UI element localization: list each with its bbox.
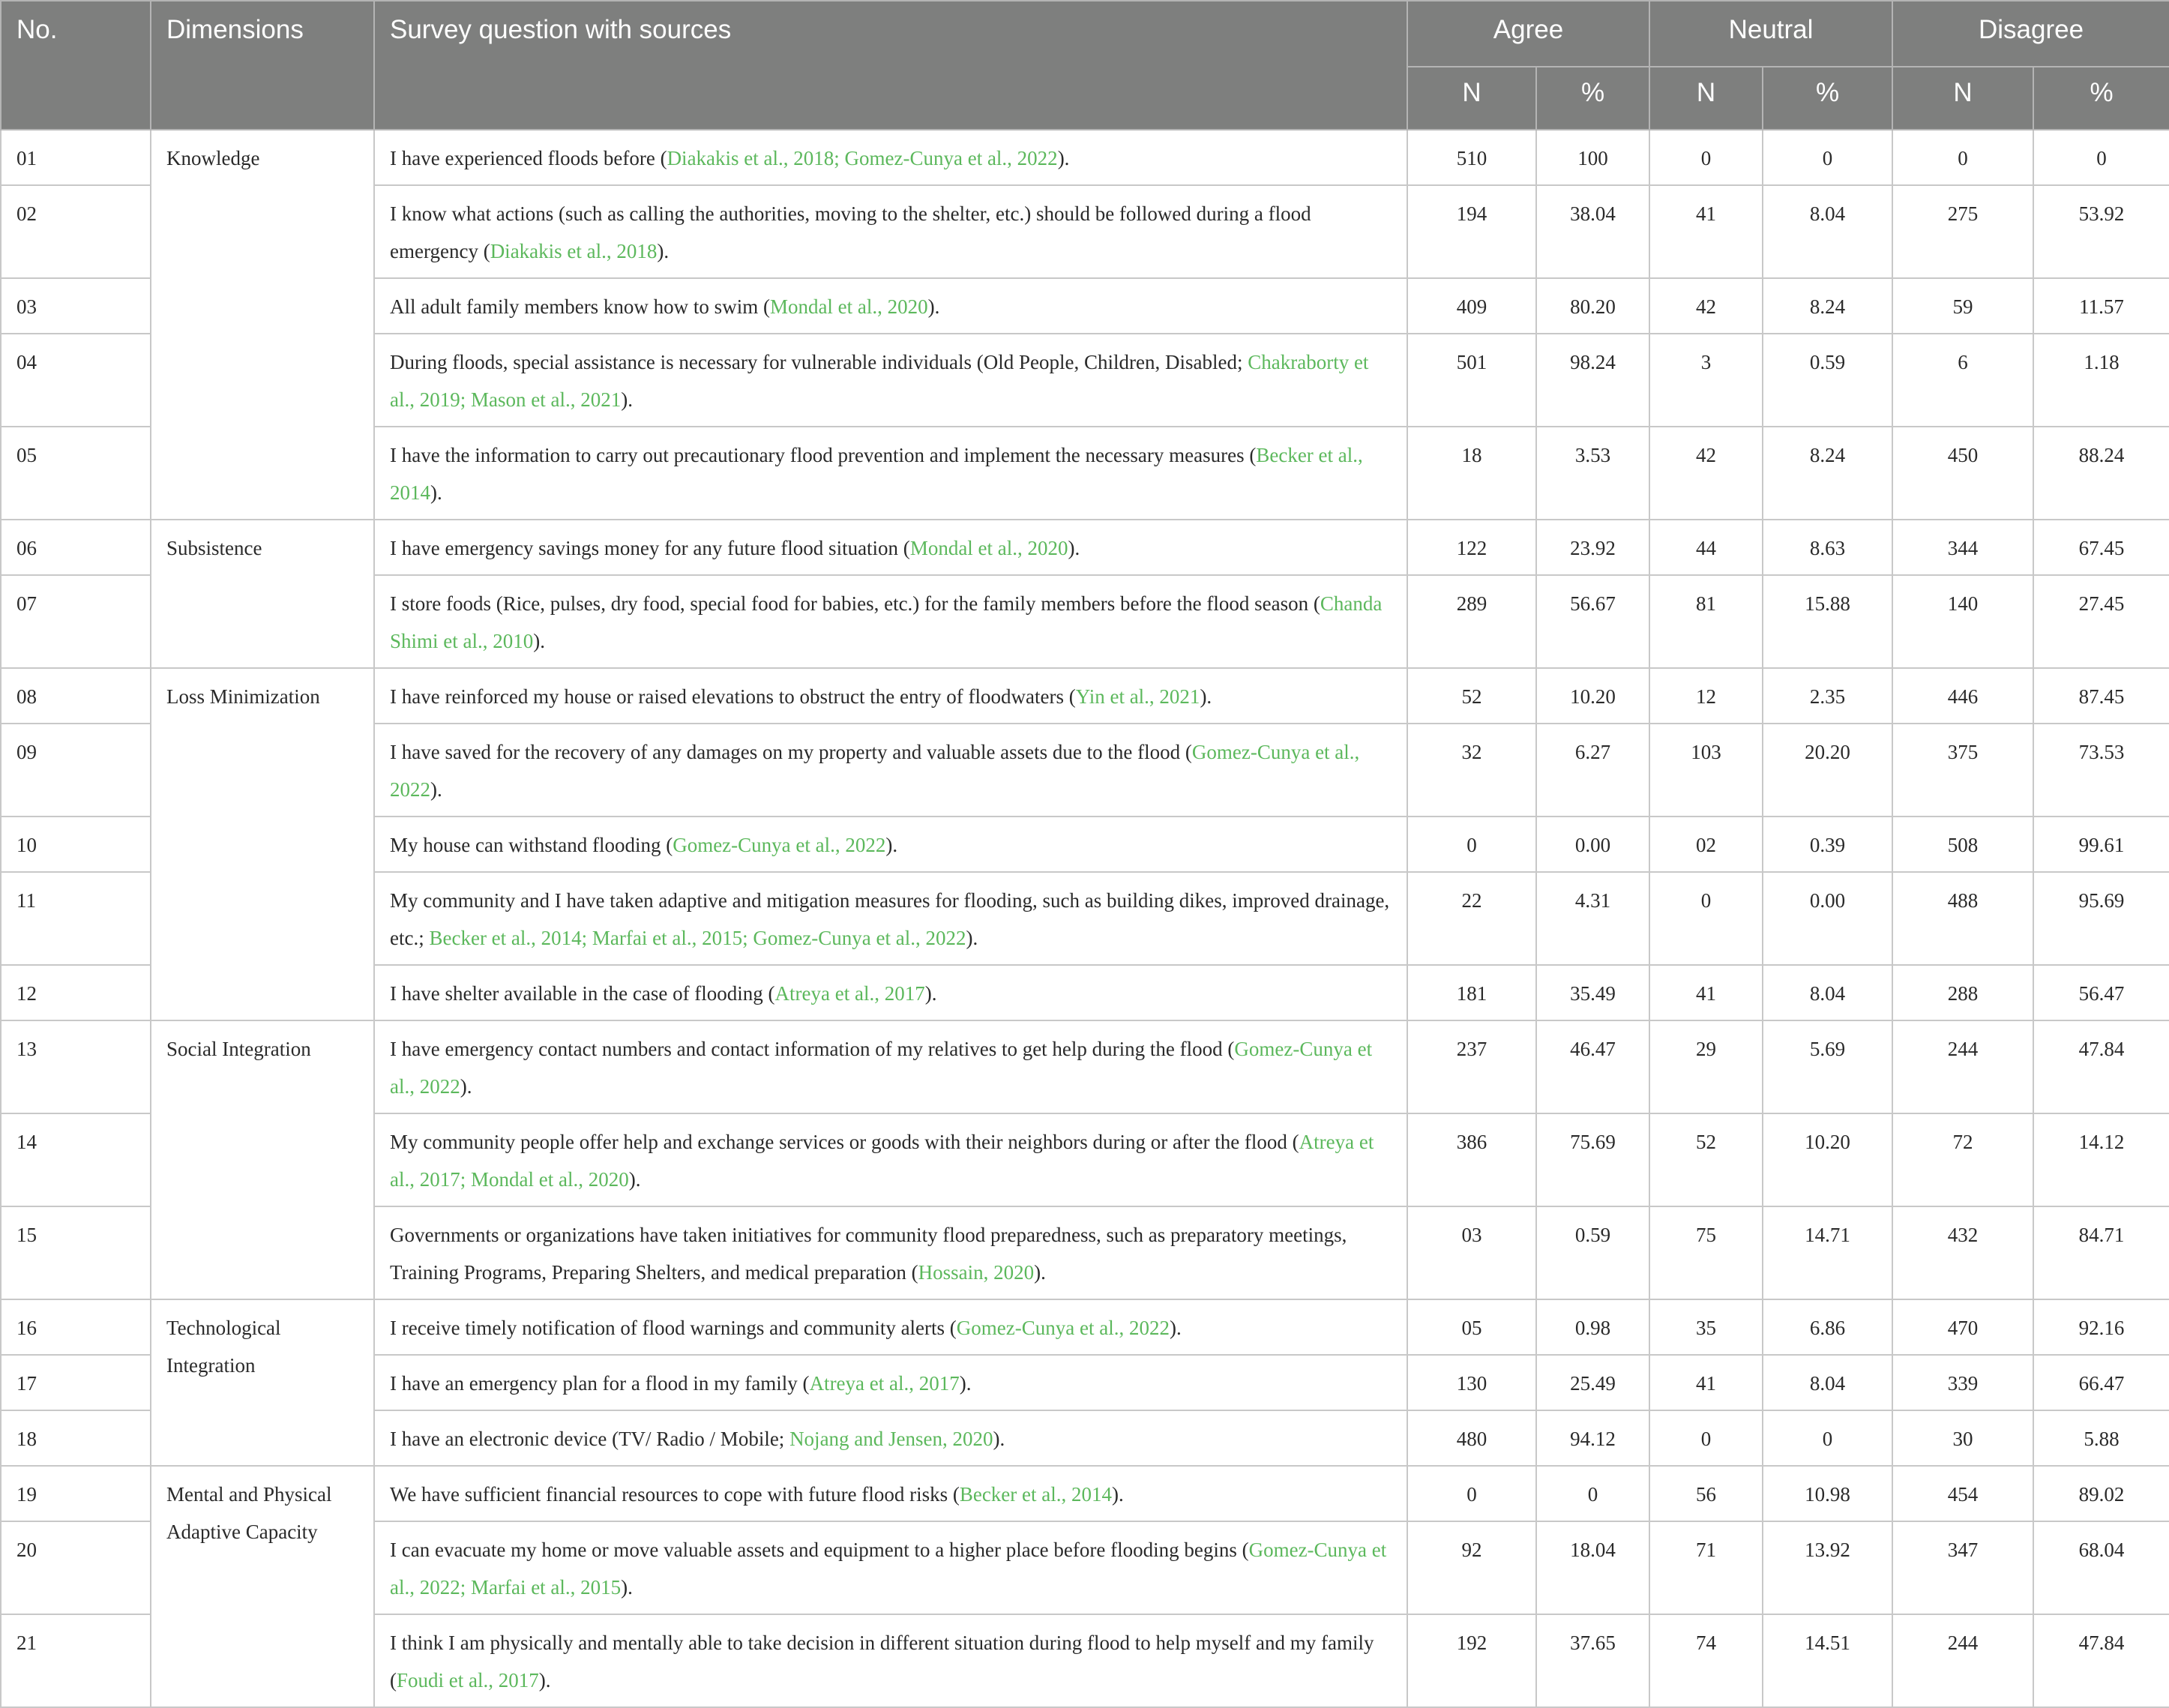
question-text: I have shelter available in the case of flooding (	[390, 982, 775, 1005]
disagree-n-cell: 288	[1892, 965, 2033, 1020]
disagree-n-cell: 6	[1892, 334, 2033, 427]
neutral-n-cell: 0	[1649, 1410, 1763, 1466]
disagree-n-cell: 344	[1892, 520, 2033, 575]
agree-n-cell: 18	[1407, 427, 1536, 520]
agree-pct-cell: 46.47	[1536, 1020, 1649, 1113]
question-text: I have emergency savings money for any future flood situation (	[390, 537, 910, 559]
neutral-pct-cell: 8.24	[1763, 278, 1892, 334]
dimension-cell: Technological Integration	[151, 1299, 374, 1466]
neutral-pct-cell: 8.63	[1763, 520, 1892, 575]
neutral-pct-cell: 10.98	[1763, 1466, 1892, 1521]
question-text-end: ).	[430, 481, 442, 504]
question-text-end: ).	[1169, 1317, 1182, 1339]
disagree-pct-cell: 5.88	[2033, 1410, 2169, 1466]
citation-link[interactable]: Foudi et al., 2017	[397, 1669, 539, 1692]
disagree-n-cell: 59	[1892, 278, 2033, 334]
disagree-pct-cell: 1.18	[2033, 334, 2169, 427]
citation-link[interactable]: Yin et al., 2021	[1075, 685, 1200, 708]
header-disagree-pct: %	[2033, 67, 2169, 130]
agree-n-cell: 289	[1407, 575, 1536, 668]
disagree-n-cell: 0	[1892, 130, 2033, 185]
disagree-n-cell: 244	[1892, 1020, 2033, 1113]
neutral-pct-cell: 10.20	[1763, 1113, 1892, 1206]
question-text-end: ).	[924, 982, 937, 1005]
agree-n-cell: 501	[1407, 334, 1536, 427]
agree-pct-cell: 0	[1536, 1466, 1649, 1521]
question-cell	[374, 427, 1407, 520]
question-text: My community people offer help and exchange services or goods with their neighbors during or after the flood (	[390, 1131, 1299, 1153]
question-text-end: ).	[621, 388, 633, 411]
citation-link[interactable]: Nojang and Jensen, 2020	[789, 1428, 993, 1450]
citation-link[interactable]: Becker et al., 2014; Marfai et al., 2015; Gomez-Cunya et al., 2022	[429, 927, 966, 949]
question-cell	[374, 1521, 1407, 1614]
neutral-n-cell: 81	[1649, 575, 1763, 668]
row-number: 05	[1, 427, 151, 520]
disagree-n-cell: 375	[1892, 724, 2033, 817]
question-text-end: ).	[538, 1669, 551, 1692]
question-cell	[374, 817, 1407, 872]
question-text: I think I am physically and mentally able to take decision in different situation during flood to help myself and my family (	[390, 1632, 1374, 1692]
neutral-n-cell: 71	[1649, 1521, 1763, 1614]
question-text: During floods, special assistance is necessary for vulnerable individuals (Old People, Children, Disabled;	[390, 351, 1248, 373]
row-number: 07	[1, 575, 151, 668]
question-text: I store foods (Rice, pulses, dry food, special food for babies, etc.) for the family members before the flood season (	[390, 592, 1320, 615]
question-text-end: ).	[1068, 537, 1080, 559]
neutral-pct-cell: 8.04	[1763, 1355, 1892, 1410]
question-text-end: ).	[1034, 1261, 1046, 1284]
question-text: My house can withstand flooding (	[390, 834, 673, 856]
row-number: 12	[1, 965, 151, 1020]
question-cell	[374, 1206, 1407, 1299]
question-text: Governments or organizations have taken initiatives for community flood preparedness, such as preparatory meetings, Training Programs, Preparing Shelters, and medical preparation (	[390, 1224, 1347, 1284]
neutral-n-cell: 42	[1649, 278, 1763, 334]
dimension-cell: Knowledge	[151, 130, 374, 520]
disagree-n-cell: 339	[1892, 1355, 2033, 1410]
question-text-end: ).	[1057, 147, 1070, 169]
question-text: I receive timely notification of flood warnings and community alerts (	[390, 1317, 957, 1339]
question-text-end: ).	[966, 927, 978, 949]
agree-pct-cell: 0.00	[1536, 817, 1649, 872]
question-text: I can evacuate my home or move valuable assets and equipment to a higher place before flooding begins (	[390, 1539, 1249, 1561]
citation-link[interactable]: Atreya et al., 2017	[809, 1372, 960, 1395]
question-text: We have sufficient financial resources to cope with future flood risks (	[390, 1483, 960, 1506]
table-row	[1, 668, 2169, 724]
agree-n-cell: 0	[1407, 817, 1536, 872]
neutral-n-cell: 41	[1649, 1355, 1763, 1410]
question-text: I have the information to carry out precautionary flood prevention and implement the necessary measures (	[390, 444, 1257, 466]
agree-pct-cell: 94.12	[1536, 1410, 1649, 1466]
disagree-pct-cell: 56.47	[2033, 965, 2169, 1020]
table-row	[1, 1299, 2169, 1355]
question-text: I have reinforced my house or raised elevations to obstruct the entry of floodwaters (	[390, 685, 1076, 708]
neutral-n-cell: 103	[1649, 724, 1763, 817]
question-text: I have experienced floods before (	[390, 147, 667, 169]
disagree-n-cell: 508	[1892, 817, 2033, 872]
agree-pct-cell: 4.31	[1536, 872, 1649, 965]
agree-n-cell: 386	[1407, 1113, 1536, 1206]
table-row	[1, 1020, 2169, 1113]
disagree-pct-cell: 73.53	[2033, 724, 2169, 817]
citation-link[interactable]: Diakakis et al., 2018	[490, 240, 658, 262]
neutral-n-cell: 75	[1649, 1206, 1763, 1299]
question-cell	[374, 520, 1407, 575]
question-cell	[374, 1113, 1407, 1206]
agree-n-cell: 05	[1407, 1299, 1536, 1355]
agree-pct-cell: 23.92	[1536, 520, 1649, 575]
agree-pct-cell: 100	[1536, 130, 1649, 185]
disagree-pct-cell: 88.24	[2033, 427, 2169, 520]
citation-link[interactable]: Gomez-Cunya et al., 2022	[390, 741, 1360, 801]
header-agree-pct: %	[1536, 67, 1649, 130]
row-number: 19	[1, 1466, 151, 1521]
agree-pct-cell: 6.27	[1536, 724, 1649, 817]
disagree-n-cell: 450	[1892, 427, 2033, 520]
question-cell	[374, 575, 1407, 668]
row-number: 08	[1, 668, 151, 724]
agree-pct-cell: 3.53	[1536, 427, 1649, 520]
question-cell	[374, 1410, 1407, 1466]
neutral-n-cell: 29	[1649, 1020, 1763, 1113]
header-disagree: Disagree	[1892, 1, 2169, 67]
header-agree-n: N	[1407, 67, 1536, 130]
agree-n-cell: 52	[1407, 668, 1536, 724]
disagree-n-cell: 347	[1892, 1521, 2033, 1614]
disagree-pct-cell: 95.69	[2033, 872, 2169, 965]
agree-n-cell: 03	[1407, 1206, 1536, 1299]
neutral-n-cell: 0	[1649, 130, 1763, 185]
question-text-end: ).	[1200, 685, 1212, 708]
table-row	[1, 1466, 2169, 1521]
row-number: 11	[1, 872, 151, 965]
disagree-pct-cell: 47.84	[2033, 1614, 2169, 1707]
neutral-n-cell: 41	[1649, 965, 1763, 1020]
disagree-pct-cell: 53.92	[2033, 185, 2169, 278]
question-cell	[374, 185, 1407, 278]
agree-pct-cell: 0.98	[1536, 1299, 1649, 1355]
neutral-pct-cell: 2.35	[1763, 668, 1892, 724]
neutral-pct-cell: 20.20	[1763, 724, 1892, 817]
neutral-n-cell: 52	[1649, 1113, 1763, 1206]
neutral-pct-cell: 6.86	[1763, 1299, 1892, 1355]
citation-link[interactable]: Gomez-Cunya et al., 2022	[956, 1317, 1170, 1339]
row-number: 13	[1, 1020, 151, 1113]
neutral-n-cell: 12	[1649, 668, 1763, 724]
question-cell	[374, 1299, 1407, 1355]
row-number: 18	[1, 1410, 151, 1466]
neutral-n-cell: 41	[1649, 185, 1763, 278]
question-cell	[374, 668, 1407, 724]
citation-link[interactable]: Gomez-Cunya et al., 2022; Marfai et al., 2015	[390, 1539, 1387, 1599]
neutral-pct-cell: 8.04	[1763, 185, 1892, 278]
agree-n-cell: 194	[1407, 185, 1536, 278]
row-number: 14	[1, 1113, 151, 1206]
neutral-n-cell: 44	[1649, 520, 1763, 575]
citation-link[interactable]: Diakakis et al., 2018; Gomez-Cunya et al., 2022	[667, 147, 1058, 169]
question-cell	[374, 724, 1407, 817]
citation-link[interactable]: Mondal et al., 2020	[769, 295, 928, 318]
header-question: Survey question with sources	[374, 1, 1407, 130]
disagree-pct-cell: 47.84	[2033, 1020, 2169, 1113]
question-text: I know what actions (such as calling the authorities, moving to the shelter, etc.) should be followed during a flood emergency (	[390, 202, 1311, 262]
row-number: 10	[1, 817, 151, 872]
disagree-n-cell: 72	[1892, 1113, 2033, 1206]
disagree-pct-cell: 89.02	[2033, 1466, 2169, 1521]
disagree-n-cell: 140	[1892, 575, 2033, 668]
question-text-end: ).	[959, 1372, 972, 1395]
citation-link[interactable]: Becker et al., 2014	[390, 444, 1363, 504]
agree-n-cell: 22	[1407, 872, 1536, 965]
citation-link[interactable]: Gomez-Cunya et al., 2022	[673, 834, 886, 856]
citation-link[interactable]: Mondal et al., 2020	[909, 537, 1068, 559]
header-no: No.	[1, 1, 151, 130]
question-text-end: ).	[993, 1428, 1005, 1450]
agree-n-cell: 122	[1407, 520, 1536, 575]
neutral-pct-cell: 15.88	[1763, 575, 1892, 668]
neutral-pct-cell: 8.04	[1763, 965, 1892, 1020]
disagree-pct-cell: 84.71	[2033, 1206, 2169, 1299]
disagree-pct-cell: 67.45	[2033, 520, 2169, 575]
agree-n-cell: 510	[1407, 130, 1536, 185]
header-agree: Agree	[1407, 1, 1649, 67]
neutral-pct-cell: 0	[1763, 130, 1892, 185]
disagree-n-cell: 432	[1892, 1206, 2033, 1299]
agree-n-cell: 32	[1407, 724, 1536, 817]
citation-link[interactable]: Atreya et al., 2017; Mondal et al., 2020	[390, 1131, 1374, 1191]
neutral-n-cell: 74	[1649, 1614, 1763, 1707]
question-text-end: ).	[621, 1576, 633, 1599]
question-cell	[374, 965, 1407, 1020]
citation-link[interactable]: Chanda Shimi et al., 2010	[390, 592, 1383, 652]
header-dimensions: Dimensions	[151, 1, 374, 130]
row-number: 06	[1, 520, 151, 575]
row-number: 01	[1, 130, 151, 185]
disagree-pct-cell: 14.12	[2033, 1113, 2169, 1206]
neutral-pct-cell: 8.24	[1763, 427, 1892, 520]
question-text-end: ).	[628, 1168, 641, 1191]
disagree-pct-cell: 99.61	[2033, 817, 2169, 872]
table-body	[1, 130, 2169, 1707]
row-number: 03	[1, 278, 151, 334]
agree-n-cell: 130	[1407, 1355, 1536, 1410]
question-text-end: ).	[657, 240, 670, 262]
agree-n-cell: 181	[1407, 965, 1536, 1020]
question-text: My community and I have taken adaptive and mitigation measures for flooding, such as building dikes, improved drainage, etc.;	[390, 889, 1390, 949]
disagree-pct-cell: 66.47	[2033, 1355, 2169, 1410]
question-text: I have saved for the recovery of any damages on my property and valuable assets due to the flood (	[390, 741, 1192, 763]
question-text-end: ).	[1112, 1483, 1124, 1506]
question-text-end: ).	[430, 778, 442, 801]
header-neutral-pct: %	[1763, 67, 1892, 130]
dimension-cell: Loss Minimization	[151, 668, 374, 1020]
agree-n-cell: 409	[1407, 278, 1536, 334]
neutral-pct-cell: 14.71	[1763, 1206, 1892, 1299]
neutral-n-cell: 42	[1649, 427, 1763, 520]
header-disagree-n: N	[1892, 67, 2033, 130]
disagree-pct-cell: 68.04	[2033, 1521, 2169, 1614]
agree-pct-cell: 98.24	[1536, 334, 1649, 427]
row-number: 09	[1, 724, 151, 817]
row-number: 21	[1, 1614, 151, 1707]
question-cell	[374, 1614, 1407, 1707]
question-text: I have an electronic device (TV/ Radio / Mobile;	[390, 1428, 790, 1450]
citation-link[interactable]: Becker et al., 2014	[959, 1483, 1113, 1506]
question-cell	[374, 872, 1407, 965]
agree-pct-cell: 38.04	[1536, 185, 1649, 278]
row-number: 16	[1, 1299, 151, 1355]
neutral-pct-cell: 5.69	[1763, 1020, 1892, 1113]
citation-link[interactable]: Hossain, 2020	[918, 1261, 1035, 1284]
neutral-n-cell: 3	[1649, 334, 1763, 427]
question-text-end: ).	[460, 1075, 472, 1098]
neutral-pct-cell: 0.59	[1763, 334, 1892, 427]
agree-pct-cell: 75.69	[1536, 1113, 1649, 1206]
header-neutral-n: N	[1649, 67, 1763, 130]
agree-n-cell: 237	[1407, 1020, 1536, 1113]
disagree-pct-cell: 0	[2033, 130, 2169, 185]
question-text: I have emergency contact numbers and contact information of my relatives to get help during the flood (	[390, 1038, 1235, 1060]
agree-n-cell: 92	[1407, 1521, 1536, 1614]
neutral-n-cell: 56	[1649, 1466, 1763, 1521]
agree-pct-cell: 37.65	[1536, 1614, 1649, 1707]
question-cell	[374, 130, 1407, 185]
table-row	[1, 520, 2169, 575]
agree-n-cell: 480	[1407, 1410, 1536, 1466]
disagree-n-cell: 446	[1892, 668, 2033, 724]
disagree-n-cell: 470	[1892, 1299, 2033, 1355]
disagree-n-cell: 244	[1892, 1614, 2033, 1707]
question-cell	[374, 278, 1407, 334]
table-header	[1, 1, 2169, 130]
disagree-pct-cell: 87.45	[2033, 668, 2169, 724]
question-text-end: ).	[927, 295, 940, 318]
disagree-pct-cell: 11.57	[2033, 278, 2169, 334]
question-cell	[374, 1355, 1407, 1410]
neutral-pct-cell: 0	[1763, 1410, 1892, 1466]
agree-pct-cell: 10.20	[1536, 668, 1649, 724]
disagree-pct-cell: 27.45	[2033, 575, 2169, 668]
question-cell	[374, 1020, 1407, 1113]
disagree-n-cell: 275	[1892, 185, 2033, 278]
citation-link[interactable]: Gomez-Cunya et al., 2022	[390, 1038, 1373, 1098]
question-text: I have an emergency plan for a flood in my family (	[390, 1372, 810, 1395]
agree-pct-cell: 56.67	[1536, 575, 1649, 668]
agree-pct-cell: 25.49	[1536, 1355, 1649, 1410]
row-number: 17	[1, 1355, 151, 1410]
question-text-end: ).	[885, 834, 898, 856]
neutral-pct-cell: 13.92	[1763, 1521, 1892, 1614]
agree-n-cell: 192	[1407, 1614, 1536, 1707]
citation-link[interactable]: Atreya et al., 2017	[774, 982, 925, 1005]
disagree-n-cell: 30	[1892, 1410, 2033, 1466]
question-text: All adult family members know how to swim (	[390, 295, 770, 318]
neutral-pct-cell: 0.00	[1763, 872, 1892, 965]
question-cell	[374, 334, 1407, 427]
dimension-cell: Social Integration	[151, 1020, 374, 1299]
citation-link[interactable]: Chakraborty et al., 2019; Mason et al., 2021	[390, 351, 1369, 411]
row-number: 04	[1, 334, 151, 427]
question-cell	[374, 1466, 1407, 1521]
neutral-n-cell: 35	[1649, 1299, 1763, 1355]
question-text-end: ).	[533, 630, 545, 652]
disagree-n-cell: 454	[1892, 1466, 2033, 1521]
dimension-cell: Mental and Physical Adaptive Capacity	[151, 1466, 374, 1707]
disagree-pct-cell: 92.16	[2033, 1299, 2169, 1355]
row-number: 02	[1, 185, 151, 278]
header-neutral: Neutral	[1649, 1, 1892, 67]
agree-n-cell: 0	[1407, 1466, 1536, 1521]
agree-pct-cell: 18.04	[1536, 1521, 1649, 1614]
neutral-n-cell: 0	[1649, 872, 1763, 965]
agree-pct-cell: 35.49	[1536, 965, 1649, 1020]
table-row	[1, 130, 2169, 185]
row-number: 20	[1, 1521, 151, 1614]
row-number: 15	[1, 1206, 151, 1299]
neutral-n-cell: 02	[1649, 817, 1763, 872]
neutral-pct-cell: 14.51	[1763, 1614, 1892, 1707]
agree-pct-cell: 80.20	[1536, 278, 1649, 334]
neutral-pct-cell: 0.39	[1763, 817, 1892, 872]
dimension-cell: Subsistence	[151, 520, 374, 668]
disagree-n-cell: 488	[1892, 872, 2033, 965]
agree-pct-cell: 0.59	[1536, 1206, 1649, 1299]
